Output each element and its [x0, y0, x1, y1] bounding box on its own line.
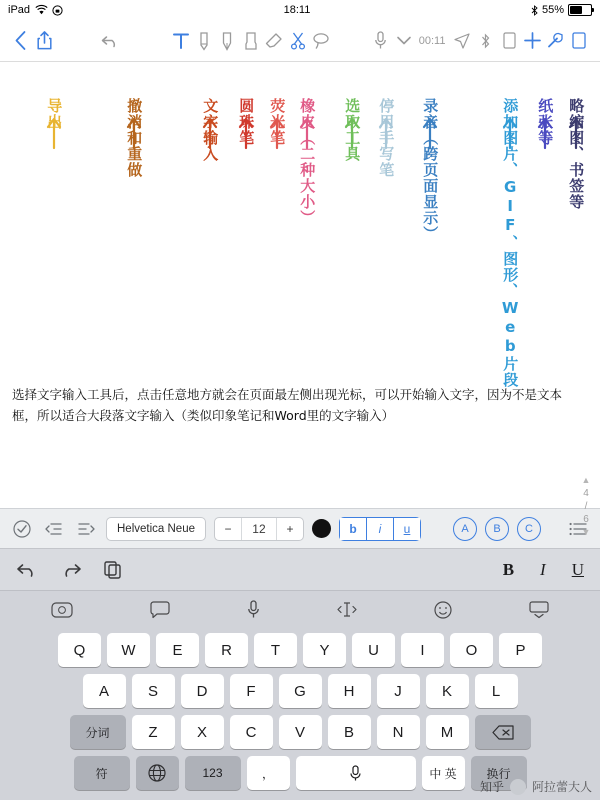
plus-icon[interactable] — [522, 26, 543, 56]
annotation-insert-media: 添加图片、GIF、图形、Web片段 — [501, 98, 520, 388]
style-a-button[interactable]: A — [453, 517, 477, 541]
device-label: iPad — [8, 4, 31, 16]
annotation-paper: 纸张等 — [536, 98, 555, 146]
key-a[interactable]: A — [83, 674, 126, 708]
keyboard-row-3 — [3, 715, 597, 749]
note-body-text[interactable]: 选择文字输入工具后，点击任意地方就会在页面最左侧出现光标，可以开始输入文字，因为不是文本框，所以适合大段落文字输入（类似印象笔记和Word里的文字输入） — [12, 387, 563, 424]
key-o[interactable]: O — [450, 633, 493, 667]
font-size-value: 12 — [241, 518, 277, 540]
recording-time: 00:11 — [418, 34, 446, 47]
app-toolbar — [0, 20, 600, 62]
watermark — [480, 778, 592, 795]
key-space[interactable] — [296, 756, 416, 790]
triangle-up-icon[interactable]: ▲ — [581, 475, 591, 485]
annotation-highlighter: 荧光笔 — [268, 98, 287, 146]
zhihu-logo: 知乎 — [479, 780, 504, 794]
battery-percent: 55% — [541, 4, 564, 16]
pencil-icon[interactable] — [193, 26, 214, 56]
font-name-field[interactable]: Helvetica Neue — [106, 517, 206, 541]
key-p[interactable]: P — [499, 633, 542, 667]
watermark-username: 阿拉蕾大人 — [531, 780, 592, 794]
copy-icon[interactable] — [104, 561, 122, 579]
annotation-thumbnails-bookmarks: 略缩图、书签等 — [567, 98, 586, 210]
key-i[interactable]: I — [401, 633, 444, 667]
page-icon[interactable] — [498, 26, 519, 56]
status-left — [8, 4, 63, 16]
battery-icon — [568, 4, 592, 16]
page-thumbnail-icon[interactable] — [569, 26, 590, 56]
key-t[interactable]: T — [254, 633, 297, 667]
italic-button[interactable]: i — [366, 518, 393, 540]
key-j[interactable]: J — [377, 674, 420, 708]
text-cursor-icon[interactable] — [337, 601, 357, 618]
font-size-stepper[interactable] — [214, 517, 304, 541]
key-y[interactable]: Y — [303, 633, 346, 667]
bluetooth-icon — [531, 5, 538, 16]
key-v[interactable]: V — [279, 715, 322, 749]
eraser-icon[interactable] — [263, 26, 284, 56]
key-d[interactable]: D — [181, 674, 224, 708]
indent-icon[interactable] — [74, 517, 98, 541]
share-icon[interactable] — [33, 26, 54, 56]
highlighter-icon[interactable] — [240, 26, 261, 56]
smiley-icon[interactable] — [434, 601, 452, 619]
keyboard-row-2 — [3, 674, 597, 708]
triangle-down-icon[interactable]: ▼ — [581, 527, 591, 537]
current-page: 4 — [583, 488, 589, 499]
style-b-button[interactable]: B — [485, 517, 509, 541]
text-tool-icon[interactable] — [170, 26, 191, 56]
key-k[interactable]: K — [426, 674, 469, 708]
key-c[interactable]: C — [230, 715, 273, 749]
microphone-icon[interactable] — [247, 600, 260, 619]
wifi-icon — [35, 5, 47, 15]
bluetooth-icon[interactable] — [475, 26, 496, 56]
annotation-selection-tool: 选取工具 — [343, 98, 362, 162]
key-b[interactable]: B — [328, 715, 371, 749]
emoji-globe-icon[interactable] — [51, 601, 73, 619]
font-size-increase[interactable]: + — [286, 521, 294, 536]
status-time: 18:11 — [283, 4, 311, 16]
key-l[interactable]: L — [475, 674, 518, 708]
keyboard-row-1 — [3, 633, 597, 667]
key-z[interactable]: Z — [132, 715, 175, 749]
key-f[interactable]: F — [230, 674, 273, 708]
key-return[interactable]: 换行 — [471, 756, 527, 790]
input-accessory-bar — [0, 590, 600, 628]
key-segmentation[interactable]: 分词 — [70, 715, 126, 749]
page-separator: / — [584, 501, 588, 512]
undo-icon[interactable] — [100, 26, 121, 56]
check-circle-icon[interactable] — [10, 517, 34, 541]
microphone-icon[interactable] — [370, 26, 391, 56]
annotation-export: 导出 — [45, 98, 64, 130]
key-s[interactable]: S — [132, 674, 175, 708]
key-w[interactable]: W — [107, 633, 150, 667]
status-bar — [0, 0, 600, 20]
annotation-recording: 录音（跨页面显示） — [421, 98, 440, 242]
text-color-swatch[interactable] — [312, 519, 331, 538]
redo-arrow-icon[interactable] — [60, 561, 82, 578]
key-x[interactable]: X — [181, 715, 224, 749]
page-scroll-indicator[interactable] — [578, 474, 594, 539]
outdent-icon[interactable] — [42, 517, 66, 541]
keyboard-shortcut-bar — [0, 548, 600, 590]
font-size-decrease[interactable]: − — [224, 521, 232, 536]
annotation-undo-redo: 撤消和重做 — [125, 98, 144, 178]
key-numbers[interactable]: 123 — [185, 756, 241, 790]
key-g[interactable]: G — [279, 674, 322, 708]
key-symbols[interactable]: 符 — [74, 756, 130, 790]
chevron-down-icon[interactable] — [393, 26, 414, 56]
bold-italic-underline-group — [339, 517, 421, 541]
annotation-ballpoint-pen: 圆珠笔 — [237, 98, 256, 146]
rotation-lock-icon — [52, 5, 63, 16]
key-comma[interactable]: ， — [247, 756, 290, 790]
key-n[interactable]: N — [377, 715, 420, 749]
total-pages: 6 — [583, 514, 589, 525]
key-e[interactable]: E — [156, 633, 199, 667]
annotation-disable-stylus: 停用手写笔 — [377, 98, 396, 178]
scissors-icon[interactable] — [287, 26, 308, 56]
key-language-toggle[interactable]: 中 英 — [422, 756, 465, 790]
hide-keyboard-icon[interactable] — [529, 601, 549, 618]
globe-icon[interactable] — [136, 756, 179, 790]
italic-shortcut[interactable]: I — [540, 559, 546, 579]
underline-shortcut[interactable]: U — [571, 559, 584, 579]
lasso-icon[interactable] — [310, 26, 331, 56]
key-m[interactable]: M — [426, 715, 469, 749]
avatar — [510, 779, 526, 795]
wrench-icon[interactable] — [545, 26, 566, 56]
onscreen-keyboard — [0, 628, 600, 800]
style-c-button[interactable]: C — [517, 517, 541, 541]
undo-arrow-icon[interactable] — [16, 561, 38, 578]
status-right — [531, 4, 592, 16]
annotation-eraser: 橡皮（二种大小） — [298, 98, 317, 226]
pen-icon[interactable] — [217, 26, 238, 56]
key-u[interactable]: U — [352, 633, 395, 667]
key-h[interactable]: H — [328, 674, 371, 708]
annotation-text-input: 文字输入 — [201, 98, 220, 162]
underline-button[interactable]: u — [393, 518, 420, 540]
delete-icon[interactable] — [475, 715, 531, 749]
text-format-bar — [0, 508, 600, 548]
back-button[interactable] — [10, 26, 31, 56]
key-q[interactable]: Q — [58, 633, 101, 667]
key-r[interactable]: R — [205, 633, 248, 667]
message-icon[interactable] — [150, 601, 170, 618]
bold-button[interactable]: b — [340, 518, 366, 540]
send-icon[interactable] — [451, 26, 472, 56]
bold-shortcut[interactable]: B — [502, 559, 515, 579]
